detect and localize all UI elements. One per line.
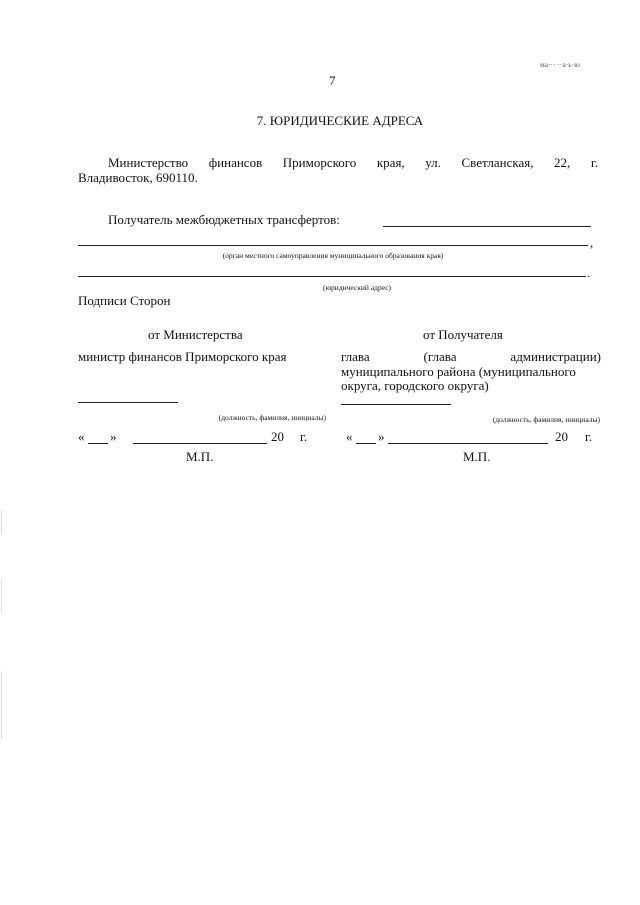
right-from: от Получателя: [423, 327, 503, 342]
left-date-close: »: [110, 429, 117, 444]
recipient-address-line: [78, 276, 586, 277]
ministry-address-line1: Министерство финансов Приморского края, ул. Светланская, 22, г.: [108, 155, 598, 170]
left-signature-caption: (должность, фамилия, инициалы): [218, 413, 326, 422]
corner-mark: ма··· ··а·ь·ю: [540, 60, 580, 69]
right-position-line1: глава (глава администрации): [341, 349, 601, 364]
left-position: министр финансов Приморского края: [78, 349, 287, 364]
left-month-line: [133, 443, 267, 444]
right-year: 20: [555, 429, 568, 444]
right-date-open: «: [346, 429, 353, 444]
right-day-line: [356, 443, 376, 444]
recipient-line2-period: .: [587, 265, 591, 280]
left-from: от Министерства: [148, 327, 243, 342]
signatures-heading: Подписи Сторон: [78, 293, 171, 308]
recipient-address-caption: (юридический адрес): [322, 283, 392, 292]
section-title: 7. ЮРИДИЧЕСКИЕ АДРЕСА: [256, 113, 424, 128]
recipient-body-caption: (орган местного самоуправления муниципального образования края): [222, 251, 444, 260]
recipient-label: Получатель межбюджетных трансфертов:: [108, 212, 340, 227]
right-signature-caption: (должность, фамилия, инициалы): [492, 415, 600, 424]
right-month-line: [388, 443, 548, 444]
left-year-suffix: г.: [300, 429, 308, 444]
ministry-address-line2: Владивосток, 690110.: [78, 170, 198, 185]
page-number: 7: [329, 73, 336, 88]
left-year: 20: [271, 429, 284, 444]
right-stamp: М.П.: [463, 449, 491, 464]
recipient-name-line: [383, 226, 591, 227]
right-date-close: »: [378, 429, 385, 444]
right-signature-line: [341, 404, 451, 405]
left-day-line: [88, 443, 108, 444]
right-position-line2: муниципального района (муниципального: [341, 364, 576, 379]
right-year-suffix: г.: [585, 429, 593, 444]
recipient-body-line: [78, 245, 588, 246]
recipient-line1-comma: ,: [590, 235, 594, 250]
left-signature-line: [78, 402, 178, 403]
left-stamp: М.П.: [186, 449, 214, 464]
right-position-line3: округа, городского округа): [341, 378, 489, 393]
left-date-open: «: [78, 429, 85, 444]
scan-edge-artifact: [1, 510, 2, 740]
